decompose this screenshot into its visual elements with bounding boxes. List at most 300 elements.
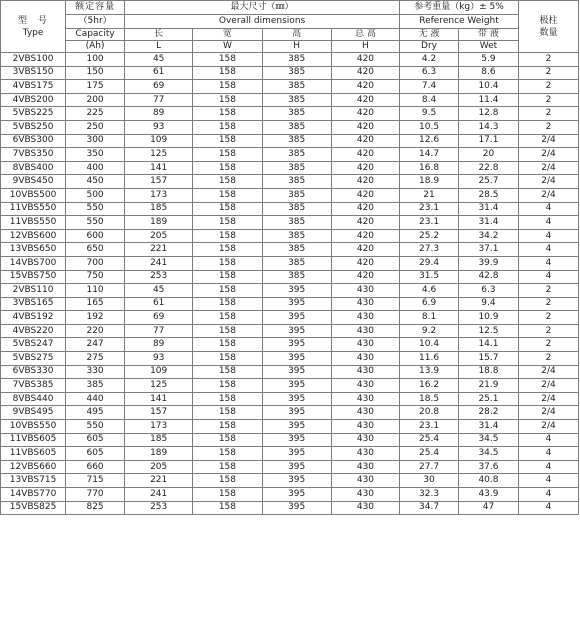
cell-posts: 2/4 — [518, 365, 578, 379]
cell-posts: 2 — [518, 53, 578, 67]
cell-capacity: 400 — [66, 161, 125, 175]
posts-header-zh: 极柱 — [539, 15, 558, 26]
cell-posts: 4 — [518, 202, 578, 216]
cell-height: 385 — [262, 243, 331, 257]
cell-wet-weight: 39.9 — [458, 256, 518, 270]
cell-wet-weight: 15.7 — [458, 352, 518, 366]
cell-type: 6VBS330 — [1, 365, 66, 379]
cell-capacity: 650 — [66, 243, 125, 257]
cell-height: 385 — [262, 229, 331, 243]
dry-header-en: Dry — [400, 41, 459, 53]
cell-posts: 2 — [518, 284, 578, 298]
cell-length: 241 — [125, 488, 193, 502]
cell-posts: 2 — [518, 324, 578, 338]
cell-width: 158 — [193, 148, 262, 162]
cell-type: 15VBS750 — [1, 270, 66, 284]
table-row — [1, 148, 579, 162]
cell-type: 9VBS495 — [1, 406, 66, 420]
cell-height: 385 — [262, 256, 331, 270]
cell-capacity: 440 — [66, 392, 125, 406]
cell-wet-weight: 28.5 — [458, 188, 518, 202]
cell-type: 15VBS825 — [1, 501, 66, 515]
table-row — [1, 365, 579, 379]
cell-wet-weight: 17.1 — [458, 134, 518, 148]
cell-height: 395 — [262, 460, 331, 474]
cell-dry-weight: 25.4 — [400, 433, 459, 447]
cell-total-height: 420 — [331, 80, 399, 94]
cell-capacity: 192 — [66, 311, 125, 325]
cell-type: 11VBS605 — [1, 433, 66, 447]
cell-length: 61 — [125, 297, 193, 311]
cell-dry-weight: 12.6 — [400, 134, 459, 148]
cell-length: 89 — [125, 338, 193, 352]
cell-length: 45 — [125, 284, 193, 298]
table-row — [1, 379, 579, 393]
cell-length: 125 — [125, 379, 193, 393]
cell-width: 158 — [193, 175, 262, 189]
table-row — [1, 338, 579, 352]
cell-total-height: 430 — [331, 460, 399, 474]
cell-wet-weight: 40.8 — [458, 474, 518, 488]
cell-total-height: 420 — [331, 216, 399, 230]
cell-dry-weight: 20.8 — [400, 406, 459, 420]
cell-capacity: 330 — [66, 365, 125, 379]
cell-type: 11VBS605 — [1, 447, 66, 461]
table-row — [1, 270, 579, 284]
cell-dry-weight: 27.3 — [400, 243, 459, 257]
table-row — [1, 297, 579, 311]
cell-length: 61 — [125, 66, 193, 80]
cell-posts: 4 — [518, 256, 578, 270]
table-row — [1, 324, 579, 338]
cell-length: 221 — [125, 243, 193, 257]
cell-total-height: 420 — [331, 256, 399, 270]
cell-width: 158 — [193, 80, 262, 94]
cell-length: 221 — [125, 474, 193, 488]
cell-posts: 4 — [518, 474, 578, 488]
table-row — [1, 134, 579, 148]
cell-total-height: 420 — [331, 243, 399, 257]
cell-height: 385 — [262, 80, 331, 94]
type-header — [1, 1, 66, 53]
cell-height: 395 — [262, 433, 331, 447]
table-row — [1, 447, 579, 461]
cell-length: 45 — [125, 53, 193, 67]
cell-dry-weight: 4.2 — [400, 53, 459, 67]
cell-wet-weight: 31.4 — [458, 420, 518, 434]
cell-length: 89 — [125, 107, 193, 121]
table-row — [1, 66, 579, 80]
cell-total-height: 430 — [331, 433, 399, 447]
cell-total-height: 430 — [331, 338, 399, 352]
height-header-en: H — [262, 41, 331, 53]
cell-length: 77 — [125, 93, 193, 107]
cell-type: 2VBS100 — [1, 53, 66, 67]
table-row — [1, 311, 579, 325]
cell-length: 69 — [125, 311, 193, 325]
cell-type: 10VBS550 — [1, 420, 66, 434]
cell-width: 158 — [193, 93, 262, 107]
cell-length: 141 — [125, 161, 193, 175]
cell-wet-weight: 21.9 — [458, 379, 518, 393]
cell-width: 158 — [193, 352, 262, 366]
cell-total-height: 430 — [331, 488, 399, 502]
total-height-header-zh: 总 高 — [331, 29, 399, 41]
cell-height: 385 — [262, 93, 331, 107]
weight-header-zh: 参考重量（kg）± 5% — [400, 1, 519, 15]
cell-dry-weight: 10.5 — [400, 120, 459, 134]
cell-dry-weight: 32.3 — [400, 488, 459, 502]
cell-total-height: 430 — [331, 324, 399, 338]
dimensions-header-zh: 最大尺寸（㎜） — [125, 1, 400, 15]
cell-total-height: 420 — [331, 107, 399, 121]
total-height-header-en: H — [331, 41, 399, 53]
cell-width: 158 — [193, 53, 262, 67]
cell-total-height: 420 — [331, 229, 399, 243]
cell-total-height: 420 — [331, 175, 399, 189]
cell-posts: 2 — [518, 297, 578, 311]
table-row — [1, 120, 579, 134]
cell-height: 395 — [262, 284, 331, 298]
cell-length: 93 — [125, 352, 193, 366]
cell-height: 385 — [262, 202, 331, 216]
cell-posts: 2/4 — [518, 420, 578, 434]
width-header-en: W — [193, 41, 262, 53]
cell-type: 14VBS700 — [1, 256, 66, 270]
cell-total-height: 420 — [331, 120, 399, 134]
cell-dry-weight: 27.7 — [400, 460, 459, 474]
cell-wet-weight: 25.7 — [458, 175, 518, 189]
cell-posts: 2 — [518, 120, 578, 134]
cell-type: 2VBS110 — [1, 284, 66, 298]
cell-posts: 2/4 — [518, 175, 578, 189]
cell-wet-weight: 22.8 — [458, 161, 518, 175]
cell-length: 69 — [125, 80, 193, 94]
cell-posts: 2 — [518, 352, 578, 366]
cell-type: 4VBS220 — [1, 324, 66, 338]
cell-total-height: 430 — [331, 474, 399, 488]
cell-total-height: 430 — [331, 379, 399, 393]
cell-type: 5VBS250 — [1, 120, 66, 134]
cell-dry-weight: 31.5 — [400, 270, 459, 284]
cell-total-height: 430 — [331, 420, 399, 434]
cell-dry-weight: 9.5 — [400, 107, 459, 121]
cell-capacity: 605 — [66, 433, 125, 447]
cell-width: 158 — [193, 256, 262, 270]
cell-wet-weight: 5.9 — [458, 53, 518, 67]
cell-dry-weight: 8.4 — [400, 93, 459, 107]
cell-width: 158 — [193, 433, 262, 447]
cell-total-height: 430 — [331, 365, 399, 379]
cell-dry-weight: 7.4 — [400, 80, 459, 94]
cell-posts: 2 — [518, 107, 578, 121]
table-row — [1, 243, 579, 257]
cell-dry-weight: 8.1 — [400, 311, 459, 325]
cell-wet-weight: 12.5 — [458, 324, 518, 338]
cell-capacity: 247 — [66, 338, 125, 352]
cell-capacity: 450 — [66, 175, 125, 189]
cell-capacity: 605 — [66, 447, 125, 461]
type-header-zh: 型 号 — [18, 15, 49, 26]
cell-capacity: 600 — [66, 229, 125, 243]
cell-wet-weight: 42.8 — [458, 270, 518, 284]
cell-length: 205 — [125, 229, 193, 243]
cell-width: 158 — [193, 392, 262, 406]
cell-width: 158 — [193, 420, 262, 434]
cell-posts: 2/4 — [518, 379, 578, 393]
cell-length: 109 — [125, 365, 193, 379]
cell-posts: 2 — [518, 66, 578, 80]
cell-height: 395 — [262, 392, 331, 406]
cell-total-height: 420 — [331, 53, 399, 67]
cell-total-height: 420 — [331, 270, 399, 284]
cell-total-height: 420 — [331, 66, 399, 80]
cell-wet-weight: 34.2 — [458, 229, 518, 243]
cell-width: 158 — [193, 501, 262, 515]
cell-wet-weight: 34.5 — [458, 433, 518, 447]
cell-wet-weight: 10.9 — [458, 311, 518, 325]
cell-type: 7VBS350 — [1, 148, 66, 162]
cell-wet-weight: 43.9 — [458, 488, 518, 502]
cell-dry-weight: 30 — [400, 474, 459, 488]
cell-posts: 4 — [518, 488, 578, 502]
cell-posts: 2 — [518, 93, 578, 107]
cell-length: 173 — [125, 188, 193, 202]
table-header — [1, 1, 579, 53]
cell-wet-weight: 20 — [458, 148, 518, 162]
cell-type: 7VBS385 — [1, 379, 66, 393]
cell-capacity: 175 — [66, 80, 125, 94]
cell-capacity: 495 — [66, 406, 125, 420]
dry-header-zh: 无 液 — [400, 29, 459, 41]
cell-total-height: 430 — [331, 311, 399, 325]
cell-height: 395 — [262, 324, 331, 338]
cell-total-height: 420 — [331, 134, 399, 148]
cell-type: 11VBS550 — [1, 202, 66, 216]
cell-type: 5VBS275 — [1, 352, 66, 366]
cell-type: 9VBS450 — [1, 175, 66, 189]
cell-width: 158 — [193, 202, 262, 216]
cell-capacity: 250 — [66, 120, 125, 134]
table-row — [1, 392, 579, 406]
cell-type: 5VBS247 — [1, 338, 66, 352]
cell-width: 158 — [193, 284, 262, 298]
cell-height: 395 — [262, 488, 331, 502]
cell-length: 173 — [125, 420, 193, 434]
cell-dry-weight: 11.6 — [400, 352, 459, 366]
cell-capacity: 700 — [66, 256, 125, 270]
capacity-header-sub: （5hr） — [66, 15, 125, 29]
cell-posts: 4 — [518, 270, 578, 284]
cell-dry-weight: 6.9 — [400, 297, 459, 311]
cell-total-height: 430 — [331, 352, 399, 366]
cell-type: 11VBS550 — [1, 216, 66, 230]
cell-capacity: 750 — [66, 270, 125, 284]
cell-posts: 4 — [518, 447, 578, 461]
cell-capacity: 770 — [66, 488, 125, 502]
capacity-header-en: Capacity — [66, 29, 125, 41]
cell-total-height: 420 — [331, 93, 399, 107]
cell-width: 158 — [193, 216, 262, 230]
cell-dry-weight: 9.2 — [400, 324, 459, 338]
cell-height: 385 — [262, 120, 331, 134]
table-row — [1, 284, 579, 298]
cell-total-height: 420 — [331, 202, 399, 216]
posts-header-zh-2: 数量 — [539, 27, 558, 38]
cell-length: 93 — [125, 120, 193, 134]
cell-length: 253 — [125, 270, 193, 284]
type-header-en: Type — [22, 27, 44, 38]
cell-posts: 4 — [518, 433, 578, 447]
cell-dry-weight: 23.1 — [400, 420, 459, 434]
cell-length: 189 — [125, 216, 193, 230]
cell-capacity: 200 — [66, 93, 125, 107]
table-row — [1, 420, 579, 434]
cell-total-height: 420 — [331, 161, 399, 175]
cell-height: 385 — [262, 175, 331, 189]
cell-dry-weight: 29.4 — [400, 256, 459, 270]
cell-height: 395 — [262, 501, 331, 515]
cell-length: 185 — [125, 433, 193, 447]
cell-capacity: 350 — [66, 148, 125, 162]
cell-total-height: 430 — [331, 284, 399, 298]
cell-length: 189 — [125, 447, 193, 461]
length-header-zh: 长 — [125, 29, 193, 41]
cell-length: 157 — [125, 175, 193, 189]
cell-total-height: 430 — [331, 406, 399, 420]
cell-width: 158 — [193, 311, 262, 325]
cell-wet-weight: 28.2 — [458, 406, 518, 420]
cell-width: 158 — [193, 66, 262, 80]
cell-posts: 4 — [518, 243, 578, 257]
cell-width: 158 — [193, 134, 262, 148]
cell-width: 158 — [193, 270, 262, 284]
cell-capacity: 150 — [66, 66, 125, 80]
capacity-unit-header: (Ah) — [66, 41, 125, 53]
cell-width: 158 — [193, 188, 262, 202]
cell-dry-weight: 23.1 — [400, 216, 459, 230]
cell-length: 77 — [125, 324, 193, 338]
cell-wet-weight: 18.8 — [458, 365, 518, 379]
cell-posts: 2/4 — [518, 392, 578, 406]
cell-wet-weight: 12.8 — [458, 107, 518, 121]
cell-wet-weight: 6.3 — [458, 284, 518, 298]
table-row — [1, 93, 579, 107]
cell-capacity: 225 — [66, 107, 125, 121]
cell-height: 385 — [262, 66, 331, 80]
cell-width: 158 — [193, 243, 262, 257]
cell-type: 4VBS175 — [1, 80, 66, 94]
cell-capacity: 110 — [66, 284, 125, 298]
cell-dry-weight: 25.4 — [400, 447, 459, 461]
cell-length: 157 — [125, 406, 193, 420]
cell-type: 12VBS600 — [1, 229, 66, 243]
cell-capacity: 100 — [66, 53, 125, 67]
cell-capacity: 165 — [66, 297, 125, 311]
cell-length: 253 — [125, 501, 193, 515]
table-row — [1, 229, 579, 243]
height-header-zh: 高 — [262, 29, 331, 41]
cell-height: 395 — [262, 406, 331, 420]
cell-wet-weight: 10.4 — [458, 80, 518, 94]
cell-wet-weight: 31.4 — [458, 202, 518, 216]
cell-posts: 2/4 — [518, 406, 578, 420]
cell-wet-weight: 34.5 — [458, 447, 518, 461]
cell-type: 14VBS770 — [1, 488, 66, 502]
cell-posts: 2/4 — [518, 148, 578, 162]
cell-width: 158 — [193, 229, 262, 243]
cell-width: 158 — [193, 460, 262, 474]
cell-height: 395 — [262, 420, 331, 434]
cell-type: 13VBS650 — [1, 243, 66, 257]
cell-capacity: 715 — [66, 474, 125, 488]
cell-height: 395 — [262, 447, 331, 461]
cell-dry-weight: 10.4 — [400, 338, 459, 352]
cell-dry-weight: 34.7 — [400, 501, 459, 515]
cell-width: 158 — [193, 338, 262, 352]
cell-total-height: 420 — [331, 188, 399, 202]
cell-dry-weight: 23.1 — [400, 202, 459, 216]
cell-posts: 4 — [518, 501, 578, 515]
cell-posts: 4 — [518, 460, 578, 474]
width-header-zh: 宽 — [193, 29, 262, 41]
cell-dry-weight: 21 — [400, 188, 459, 202]
dimensions-header-en: Overall dimensions — [125, 15, 400, 29]
cell-posts: 2/4 — [518, 161, 578, 175]
cell-wet-weight: 25.1 — [458, 392, 518, 406]
cell-capacity: 300 — [66, 134, 125, 148]
cell-total-height: 430 — [331, 501, 399, 515]
cell-type: 10VBS500 — [1, 188, 66, 202]
cell-length: 241 — [125, 256, 193, 270]
cell-height: 385 — [262, 107, 331, 121]
cell-width: 158 — [193, 161, 262, 175]
capacity-header-zh: 额定容量 — [66, 1, 125, 15]
wet-header-en: Wet — [458, 41, 518, 53]
cell-dry-weight: 4.6 — [400, 284, 459, 298]
cell-dry-weight: 16.8 — [400, 161, 459, 175]
cell-length: 185 — [125, 202, 193, 216]
cell-type: 6VBS300 — [1, 134, 66, 148]
cell-capacity: 550 — [66, 216, 125, 230]
cell-width: 158 — [193, 488, 262, 502]
cell-length: 205 — [125, 460, 193, 474]
cell-height: 395 — [262, 474, 331, 488]
table-row — [1, 474, 579, 488]
cell-dry-weight: 25.2 — [400, 229, 459, 243]
cell-total-height: 430 — [331, 297, 399, 311]
cell-height: 385 — [262, 216, 331, 230]
cell-width: 158 — [193, 297, 262, 311]
cell-dry-weight: 13.9 — [400, 365, 459, 379]
cell-width: 158 — [193, 365, 262, 379]
table-row — [1, 161, 579, 175]
cell-width: 158 — [193, 107, 262, 121]
length-header-en: L — [125, 41, 193, 53]
cell-height: 385 — [262, 148, 331, 162]
cell-posts: 4 — [518, 229, 578, 243]
cell-posts: 4 — [518, 216, 578, 230]
cell-length: 125 — [125, 148, 193, 162]
table-row — [1, 188, 579, 202]
cell-wet-weight: 8.6 — [458, 66, 518, 80]
cell-height: 395 — [262, 352, 331, 366]
cell-height: 395 — [262, 365, 331, 379]
table-row — [1, 216, 579, 230]
cell-dry-weight: 18.9 — [400, 175, 459, 189]
cell-capacity: 550 — [66, 202, 125, 216]
cell-width: 158 — [193, 379, 262, 393]
